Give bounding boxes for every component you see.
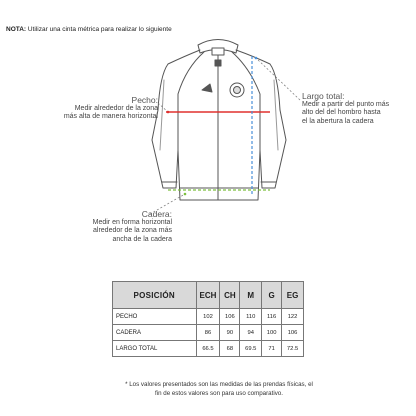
cadera-desc-3: ancha de la cadera: [112, 235, 172, 243]
cell-value: 110: [240, 309, 262, 325]
header-posicion: POSICIÓN: [113, 282, 197, 309]
largo-total-desc-3: el la abertura la cadera: [302, 117, 374, 125]
cell-value: 122: [282, 309, 304, 325]
cell-value: 71: [262, 341, 282, 357]
cadera-desc-2: alrededor de la zona más: [93, 227, 172, 234]
largo-total-desc-1: Medir a partir del punto más: [302, 100, 390, 108]
cell-value: 106: [220, 309, 240, 325]
size-table: [112, 281, 304, 357]
cell-value: 72.5: [282, 341, 304, 357]
right-sleeve-seam: [232, 52, 260, 150]
note-prefix: NOTA:: [6, 26, 27, 33]
row-label-cadera: CADERA: [113, 325, 197, 341]
table-row: [113, 325, 304, 341]
size-table-header: [113, 282, 304, 309]
cell-value: 116: [262, 309, 282, 325]
pecho-title: Pecho:: [131, 95, 158, 105]
header-ch: CH: [220, 282, 240, 309]
header-eg: EG: [282, 282, 304, 309]
cell-value: 102: [196, 309, 220, 325]
pecho-desc-2: más alta de manera horizontal: [63, 113, 158, 120]
cell-value: 90: [220, 325, 240, 341]
table-row: [113, 341, 304, 357]
cadera-label: [62, 210, 172, 244]
cadera-desc-1: Medir en forma horizontal: [92, 218, 172, 226]
cell-value: 100: [262, 325, 282, 341]
cadera-title: Cadera:: [141, 209, 172, 219]
header-ech: ECH: [196, 282, 220, 309]
left-sleeve-seam: [178, 52, 204, 150]
cell-value: 68: [220, 341, 240, 357]
table-row: [113, 309, 304, 325]
header-m: M: [240, 282, 262, 309]
largo-total-desc-2: alto del del hombro hasta: [302, 109, 381, 116]
cell-value: 94: [240, 325, 262, 341]
cell-value: 86: [196, 325, 220, 341]
header-g: G: [262, 282, 282, 309]
footnote: * Los valores presentados son las medidas de las prendas físicas, el fin de estos valores son para uso comparativo.: [125, 381, 313, 397]
cell-value: 106: [282, 325, 304, 341]
cell-value: 69.5: [240, 341, 262, 357]
pecho-label: [60, 96, 158, 122]
jacket-outline: [152, 50, 286, 200]
largo-leader: [256, 58, 300, 100]
note-text: Utilizar una cinta métrica para realizar lo siguiente: [27, 26, 172, 33]
cell-value: 66.5: [196, 341, 220, 357]
largo-total-title: Largo total:: [302, 91, 345, 101]
pecho-desc-1: Medir alrededor de la zona: [74, 104, 158, 112]
largo-total-label: [302, 92, 389, 126]
row-label-largo-total: LARGO TOTAL: [113, 341, 197, 357]
logo: [202, 84, 212, 92]
row-label-pecho: PECHO: [113, 309, 197, 325]
